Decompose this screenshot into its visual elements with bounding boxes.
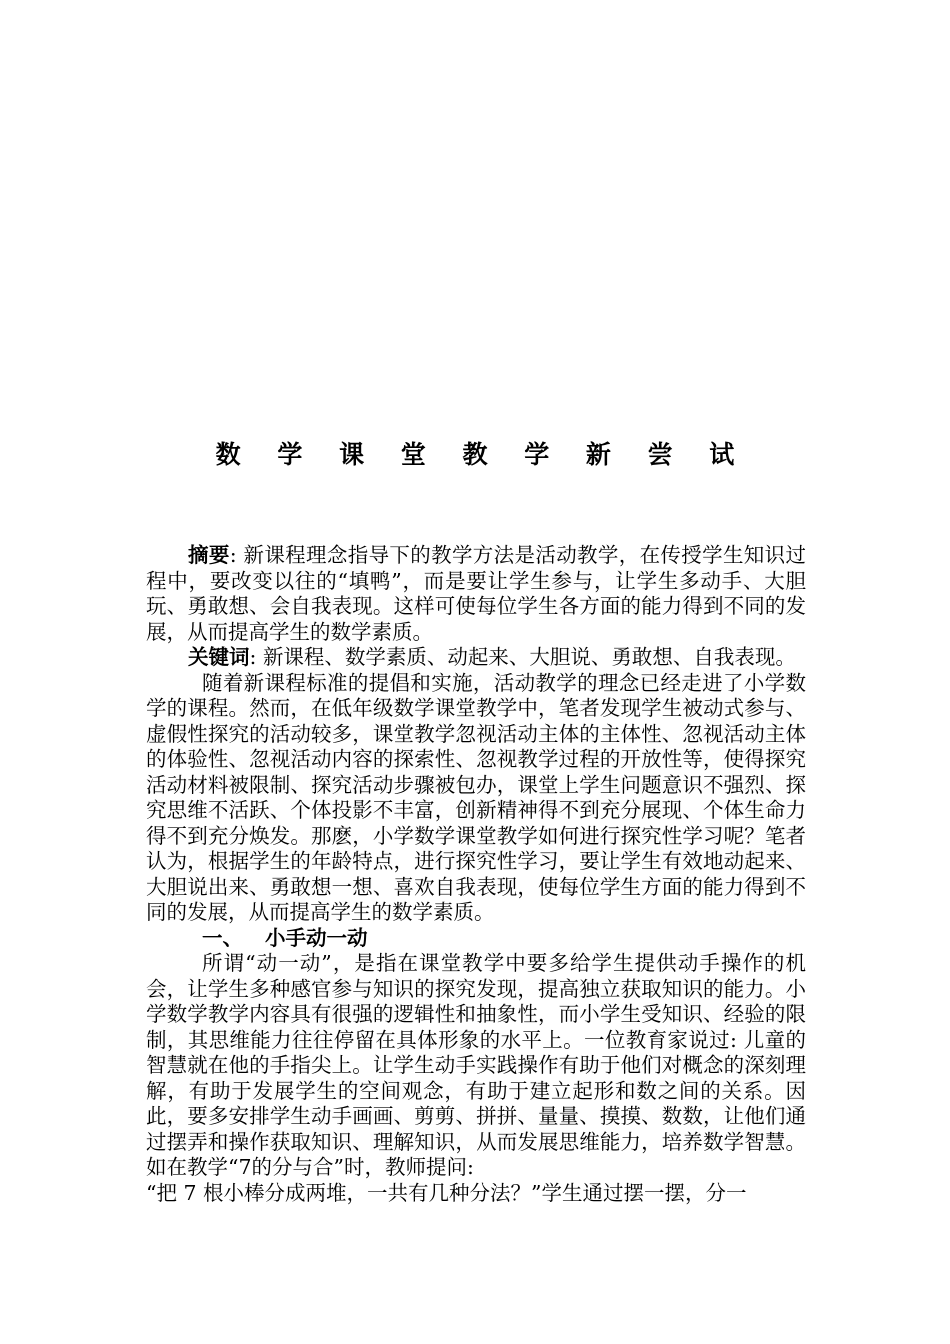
- intro-paragraph: 随着新课程标准的提倡和实施，活动教学的理念已经走进了小学数学的课程。然而，在低年级数学课堂教学中，笔者发现学生被动式参与、虚假性探究的活动较多，课堂教学忽视活动主体的主体性、忽视活动主体的体验性、忽视活动内容的探索性、忽视教学过程的开放性等，使得探究活动材料被限制、探究活动步骤被包办，课堂上学生问题意识不强烈、探究思维不活跃、个体投影不丰富，创新精神得不到充分展现、个体生命力得不到充分焕发。那麽，小学数学课堂教学如何进行探究性学习呢？笔者认为，根据学生的年龄特点，进行探究性学习，要让学生有效地动起来、大胆说出来、勇敢想一想、喜欢自我表现，使每位学生方面的能力得到不同的发展，从而提高学生的数学素质。: [146, 670, 806, 924]
- keywords-paragraph: [146, 645, 806, 671]
- keywords-text: 新课程、数学素质、动起来、大胆说、勇敢想、自我表现。: [262, 645, 796, 669]
- abstract-label: 摘要: [188, 543, 230, 567]
- section-heading: [146, 926, 806, 952]
- section-heading-text: 小手动一动: [265, 925, 368, 950]
- keywords-separator: :: [249, 645, 263, 669]
- abstract-paragraph: [146, 543, 806, 645]
- page-title: 数 学 课 堂 教 学 新 尝 试: [215, 440, 749, 469]
- section-number: 一、: [202, 925, 243, 950]
- abstract-text: 新课程理念指导下的教学方法是活动教学，在传授学生知识过程中，要改变以往的“填鸭”，而是要让学生参与，让学生多动手、大胆玩、勇敢想、会自我表现。这样可使每位学生各方面的能力得到不同的发展，从而提高学生的数学素质。: [146, 543, 807, 644]
- section-paragraph-continuation: “把 7 根小棒分成两堆，一共有几种分法？”学生通过摆一摆，分一: [146, 1180, 747, 1205]
- abstract-separator: :: [229, 543, 244, 567]
- article-body: [146, 543, 806, 1206]
- keywords-label: 关键词: [188, 645, 250, 669]
- section-paragraph: 所谓“动一动”，是指在课堂教学中要多给学生提供动手操作的机会，让学生多种感官参与知识的探究发现，提高独立获取知识的能力。小学数学教学内容具有很强的逻辑性和抽象性，而小学生受知识、经验的限制，其思维能力往往停留在具体形象的水平上。一位教育家说过: 儿童的智慧就在他的手指尖上。让学生动手实践操作有助于他们对概念的深刻理解，有助于发展学生的空间观念，有助于建立起形和数之间的关系。因此，要多安排学生动手画画、剪剪、拼拼、量量、摸摸、数数，让他们通过摆弄和操作获取知识、理解知识，从而发展思维能力，培养数学智慧。如在教学“7的分与合”时，教师提问:: [146, 951, 806, 1179]
